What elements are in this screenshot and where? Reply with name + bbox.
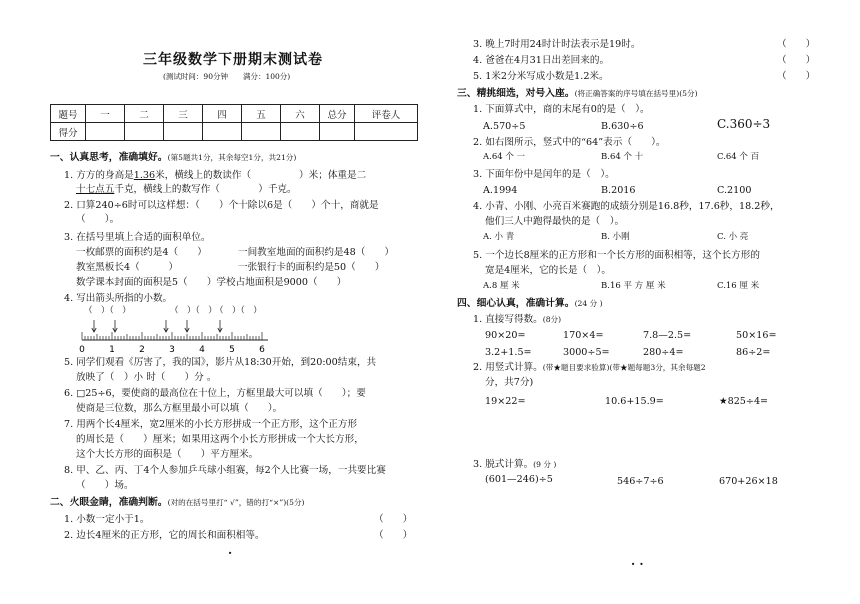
choice-option[interactable]: A. 小 青 xyxy=(483,232,515,242)
section-3-heading: 三、精挑细选，对号入座。(将正确答案的序号填在括号里)(5分) xyxy=(457,88,698,99)
score-cell: 一 xyxy=(86,105,125,123)
question-8-line-2: （ ）场。 xyxy=(76,480,134,491)
ruler-answer-parens[interactable]: （ ）（ ） xyxy=(215,306,262,316)
score-table-score-row xyxy=(51,123,418,141)
score-input-cell[interactable] xyxy=(125,123,164,141)
section-1-heading: 一、认真思考，准确填好。(第5题共1分，其余每空1分，共21分) xyxy=(50,152,297,163)
choice-option[interactable]: B. 小刚 xyxy=(601,232,630,242)
ruler-tick-label: 6 xyxy=(259,345,265,355)
mental-calc-item[interactable]: 170×4= xyxy=(563,330,604,341)
score-input-cell[interactable] xyxy=(320,123,355,141)
mental-calc-item[interactable]: 7.8—2.5= xyxy=(643,330,692,341)
choice-option[interactable]: C. 小 亮 xyxy=(717,232,749,242)
calc-stem: 3. 脱式计算。(9 分 ) xyxy=(473,459,557,470)
choice-stem: 2. 如右图所示，竖式中的“64”表示（ ）。 xyxy=(473,137,666,148)
question-4-stem: 4. 写出箭头所指的小数。 xyxy=(64,293,173,304)
question-1-line-2: 十七点五千克，横线上的数写作（ ）千克。 xyxy=(76,184,297,195)
choice-option[interactable]: A.1994 xyxy=(483,185,518,196)
exam-title: 三年级数学下册期末测试卷 xyxy=(143,52,323,68)
judge-item: 2. 边长4厘米的正方形，它的周长和面积相等。 xyxy=(64,530,265,541)
question-3-item: 一张银行卡的面积约是50（ ） xyxy=(238,262,385,273)
choice-option[interactable]: C.360÷3 xyxy=(717,117,771,131)
choice-option[interactable]: B.64 个 十 xyxy=(601,152,644,162)
judge-answer-paren[interactable]: （ ） xyxy=(374,530,413,541)
calc-stem: 2. 用竖式计算。(带★题目要求验算)(带★题每题3分，其余每题2 xyxy=(473,362,706,373)
ruler-tick-label: 4 xyxy=(199,345,205,355)
choice-option[interactable]: C.64 个 百 xyxy=(717,152,760,162)
expression-calc-item[interactable]: 546÷7÷6 xyxy=(617,476,664,487)
question-3-item: 教室黑板长4（ ） xyxy=(76,262,179,273)
score-cell: 评卷人 xyxy=(355,105,418,123)
score-cell: 总分 xyxy=(320,105,355,123)
section-2-heading: 二、火眼金睛，准确判断。(对的在括号里打“ √”，错的打“×”)(5分) xyxy=(50,497,305,508)
score-input-cell[interactable] xyxy=(203,123,242,141)
question-6-line-1: 6. □25÷6，要使商的最高位在十位上，方框里最大可以填（ ）；要 xyxy=(64,388,366,399)
mental-calc-item[interactable]: 86÷2= xyxy=(736,347,771,358)
choice-stem: 1. 下面算式中，商的末尾有0的是（ ）。 xyxy=(473,104,650,115)
choice-option[interactable]: A.8 厘 米 xyxy=(483,281,520,291)
mental-calc-item[interactable]: 50×16= xyxy=(736,330,777,341)
page-mark: · · xyxy=(631,557,644,571)
choice-option[interactable]: C.16 厘 米 xyxy=(717,281,760,291)
section-4-heading: 四、细心认真，准确计算。(24 分 ) xyxy=(457,298,603,309)
ruler-answer-parens[interactable]: （ ）（ ） xyxy=(84,306,131,316)
mental-calc-item[interactable]: 3000÷5= xyxy=(563,347,610,358)
score-input-cell[interactable] xyxy=(164,123,203,141)
question-7-line-2: 的周长是（ ）厘米；如果用这两个小长方形拼成一个大长方形， xyxy=(76,434,364,445)
judge-item: 4. 爸爸在4月31日出差回来的。 xyxy=(473,55,610,66)
number-ruler xyxy=(76,318,276,360)
score-input-cell[interactable] xyxy=(355,123,418,141)
score-input-cell[interactable] xyxy=(281,123,320,141)
mental-calc-item[interactable]: 90×20= xyxy=(485,330,526,341)
expression-calc-item[interactable]: 670+26×18 xyxy=(719,476,778,487)
choice-stem: 他们三人中跑得最快的是（ ）。 xyxy=(485,216,625,227)
choice-option[interactable]: B.2016 xyxy=(601,185,636,196)
choice-stem: 宽是4厘米，它的长是（ ）。 xyxy=(485,265,612,276)
question-3-item: 一枚邮票的面积约是4（ ） xyxy=(76,247,207,258)
ruler-tick-label: 3 xyxy=(169,345,175,355)
score-cell: 四 xyxy=(203,105,242,123)
score-input-cell[interactable] xyxy=(86,123,125,141)
question-5-line-1: 5. 同学们观看《厉害了，我的国》，影片从18:30开始，到20:00结束，共 xyxy=(64,357,377,368)
judge-answer-paren[interactable]: （ ） xyxy=(374,514,413,525)
question-7-line-3: 这个大长方形的面积是（ ）平方厘米。 xyxy=(76,449,259,460)
choice-stem: 5. 一个边长8厘米的正方形和一个长方形的面积相等，这个长方形的 xyxy=(473,250,760,261)
score-table-header-row xyxy=(51,105,418,123)
choice-option[interactable]: B.16 平 方 厘 米 xyxy=(601,281,666,291)
question-1-line-1: 1. 方方的身高是1.36米，横线上的数读作（ ）米；体重是二 xyxy=(64,170,367,181)
vertical-calc-item[interactable]: ★825÷4= xyxy=(719,396,769,407)
choice-option[interactable]: A.64 个 一 xyxy=(483,152,526,162)
question-3-item: 数学课本封面的面积是5（ ）学校占地面积是9000（ ） xyxy=(76,277,347,288)
judge-answer-paren[interactable]: （ ） xyxy=(777,55,816,66)
vertical-calc-item[interactable]: 10.6+15.9= xyxy=(605,396,664,407)
ruler-answer-parens[interactable]: （ ）（ ） xyxy=(170,306,217,316)
judge-item: 5. 1米2分米写成小数是1.2米。 xyxy=(473,71,609,82)
score-input-cell[interactable] xyxy=(242,123,281,141)
score-cell: 二 xyxy=(125,105,164,123)
judge-answer-paren[interactable]: （ ） xyxy=(777,39,816,50)
page-mark: · xyxy=(228,546,233,560)
exam-subtitle: (测试时间：90分钟 满分：100分) xyxy=(163,72,291,81)
ruler-tick-label: 0 xyxy=(79,345,85,355)
score-cell: 六 xyxy=(281,105,320,123)
question-8-line-1: 8. 甲、乙、丙、丁4个人参加乒乓球小组赛，每2个人比赛一场，一共要比赛 xyxy=(64,465,386,476)
question-3-item: 一间教室地面的面积约是48（ ） xyxy=(238,247,395,258)
expression-calc-item[interactable]: (601—246)÷5 xyxy=(485,474,553,485)
choice-stem: 4. 小青、小刚、小亮百米赛跑的成绩分别是16.8秒，17.6秒，18.2秒， xyxy=(473,201,780,212)
question-3-stem: 3. 在括号里填上合适的面积单位。 xyxy=(64,232,211,243)
question-7-line-1: 7. 用两个长4厘米，宽2厘米的小长方形拼成一个正方形，这个正方形 xyxy=(64,419,358,430)
judge-item: 1. 小数一定小于1。 xyxy=(64,514,150,525)
choice-option[interactable]: C.2100 xyxy=(717,185,752,196)
question-5-line-2: 放映了（ ）小 时（ ）分 。 xyxy=(76,372,217,383)
question-2-line-2: （ ）。 xyxy=(76,214,120,225)
score-table xyxy=(50,104,418,141)
mental-calc-item[interactable]: 280÷4= xyxy=(643,347,684,358)
score-cell: 三 xyxy=(164,105,203,123)
question-2-line-1: 2. 口算240÷6时可以这样想：（ ）个十除以6是（ ）个十，商就是 xyxy=(64,200,379,211)
choice-option[interactable]: A.570÷5 xyxy=(483,121,526,132)
choice-stem: 3. 下面年份中是闰年的是（ ）。 xyxy=(473,169,615,180)
ruler-tick-label: 1 xyxy=(109,345,115,355)
ruler-tick-label: 2 xyxy=(139,345,145,355)
mental-calc-item[interactable]: 3.2+1.5= xyxy=(485,347,532,358)
calc-stem: 1. 直接写得数。(8分) xyxy=(473,314,562,325)
score-cell: 五 xyxy=(242,105,281,123)
choice-option[interactable]: B.630÷6 xyxy=(601,121,644,132)
score-cell: 题号 xyxy=(51,105,86,123)
question-6-line-2: 使商是三位数，那么方框里最小可以填（ ）。 xyxy=(76,403,283,414)
ruler-tick-label: 5 xyxy=(229,345,235,355)
vertical-calc-item[interactable]: 19×22= xyxy=(485,396,526,407)
calc-stem-note: 分，共7分) xyxy=(485,377,534,388)
judge-item: 3. 晚上7时用24时计时法表示是19时。 xyxy=(473,39,641,50)
judge-answer-paren[interactable]: （ ） xyxy=(777,71,816,82)
score-cell: 得分 xyxy=(51,123,86,141)
